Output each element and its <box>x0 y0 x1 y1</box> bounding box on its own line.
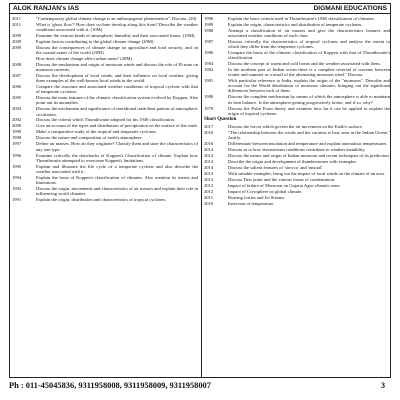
short-question-heading: Short Question <box>204 116 237 122</box>
question-text: Compare the structure and associated weather conditions of tropical cyclone with that of temperate cyclones. <box>36 84 198 95</box>
question-text: Explain the basic criteria used in Thornthwaite's 1948 classification of climates. <box>228 16 375 21</box>
question-text: With particular reference to India, explain the origin of the "monsoon". Describe and account for the World distribution of monsoon climates, bringing out the significant differences between each of them. <box>228 78 390 94</box>
question-year: 2006 <box>12 84 22 90</box>
question-item <box>12 16 198 21</box>
question-item <box>12 129 198 134</box>
question-year: 2010 <box>204 200 214 206</box>
question-item <box>12 39 198 44</box>
short-questions-list <box>204 124 390 206</box>
question-item <box>204 22 390 27</box>
question-text: Discuss the development of local winds, and their influence on local weather, giving three examples of the well-known local winds in the world. <box>36 73 198 84</box>
question-text: Give an account of the types and distribution of precipitation on the surface of the earth. <box>36 123 198 129</box>
question-year: 1996 <box>12 152 22 158</box>
page-footer <box>9 379 391 393</box>
question-year: 2014 <box>204 146 214 152</box>
question-item <box>204 177 390 182</box>
question-year: 2011 <box>12 21 22 27</box>
question-item <box>204 39 390 49</box>
question-text: Examine critically the drawbacks of Koppen's Classification of climate. Explain how Thornthwaite attempted to overcome Koppen's limitations. <box>36 152 198 163</box>
question-year: 1979 <box>204 105 214 111</box>
question-text: Explain factors contributing to the global climate change (20M) <box>36 39 154 45</box>
question-text: How does climate change affect urban areas? (20M) <box>36 56 132 62</box>
question-text: Discuss the salient features of 'sirocco' and 'mistral'. <box>228 164 324 170</box>
header-left-title: ALOK RANJAN's IAS <box>13 5 80 12</box>
question-text: Explain and illustrate the life cycle of a temperate cyclone and also describe the weather associated with it. <box>36 163 198 174</box>
question-text: Make a comparative study of the tropical and temperate cyclones. <box>36 129 157 135</box>
question-year: 1988 <box>204 27 214 33</box>
footer-phone-numbers: Ph : 011-45045836, 9311958008, 9311958009, 9311958007 <box>9 381 211 390</box>
question-item <box>12 73 198 83</box>
question-year: 2013 <box>204 176 214 182</box>
question-year: 1999 <box>12 129 22 135</box>
question-year: 1995 <box>12 163 22 169</box>
question-item <box>12 135 198 140</box>
question-text: Discuss the nature and composition of earth's atmosphere. <box>36 135 143 141</box>
question-year: 2016 <box>204 140 214 146</box>
question-text: Discuss the forces which govern the air movement on the Earth's surface. <box>228 123 363 129</box>
question-year: 1984 <box>204 61 214 67</box>
question-item <box>204 94 390 104</box>
question-year: 2002 <box>12 117 22 123</box>
header-right-title: DIGMANI EDUCATIONS <box>313 5 387 12</box>
question-year: 2009 <box>12 45 22 51</box>
question-item <box>204 124 390 129</box>
question-text: Discuss the criteria which Thornthwaite adopted for his 1948 classification. <box>36 117 175 123</box>
question-year: 2012 <box>204 182 214 188</box>
question-text: Explain the origin, distribution and characteristics of tropical cyclones. <box>36 196 167 202</box>
question-year: 2005 <box>12 95 22 101</box>
question-item <box>12 95 198 105</box>
question-item <box>12 141 198 151</box>
question-year: 1990 <box>204 16 214 21</box>
question-text: Roaring forties and Jet Stream. <box>228 194 286 200</box>
question-item <box>12 56 198 61</box>
question-text: Discuss critically the characteristics of tropical cyclones and analyse the extent to which they differ from the temperate cyclones. <box>228 39 390 50</box>
question-text: Discuss the complete mechanism by means of which the atmosphere is able to maintain its heat balance. Is the atmosphere getting progressively hotter, and if so, why? <box>228 94 390 105</box>
question-item <box>204 153 390 158</box>
question-text: Discuss the mechanism and significance of meridional trade/heat pattern of atmospheric circulation. <box>36 106 198 117</box>
question-year: 2014 <box>204 152 214 158</box>
question-item <box>204 130 390 140</box>
question-item <box>204 165 390 170</box>
question-item <box>204 50 390 60</box>
long-questions-list <box>204 16 390 116</box>
question-year: 1997 <box>12 141 22 147</box>
question-year: 1998 <box>12 135 22 141</box>
question-text: Discuss Dew point and the various forms of condensation. <box>228 176 336 182</box>
question-year: 1992 <box>12 185 22 191</box>
question-item <box>12 117 198 122</box>
question-item <box>204 106 390 116</box>
question-year: 2007 <box>12 73 22 79</box>
question-year: 1980 <box>204 94 214 100</box>
question-item <box>12 123 198 128</box>
question-item <box>204 159 390 164</box>
question-year <box>12 56 36 61</box>
question-year: 1986 <box>204 50 214 56</box>
question-text: With suitable examples, bring out the impact of local winds on the climate of an area. <box>228 170 386 176</box>
question-item <box>12 45 198 55</box>
question-text: Examine the various kinds of atmospheric humidity and their associated forms. (10M) <box>36 33 195 39</box>
page-header <box>10 4 390 14</box>
question-year: 1982 <box>204 67 214 73</box>
question-text: Discuss the concept of warm and cold fronts and the weather associated with them. <box>228 61 381 67</box>
question-item <box>204 147 390 152</box>
question-item <box>204 28 390 38</box>
question-item <box>12 106 198 116</box>
question-year: 2009 <box>12 33 22 39</box>
question-item <box>12 186 198 196</box>
question-year: 2016 <box>204 129 214 135</box>
question-year: 2012 <box>204 188 214 194</box>
question-year: 2000 <box>12 123 22 129</box>
question-text: Differentiate between insolation and temperature and explain anomalous temperatures. <box>228 140 388 146</box>
question-year: 2011 <box>12 16 22 21</box>
question-text: "The relationship between the winds and the currents is best seen in the Indian Ocean." Justify. <box>228 129 390 140</box>
question-text: Discuss as to how downstream conditions contribute to weather instability. <box>228 146 366 152</box>
question-year: 1994 <box>12 174 22 180</box>
question-text: Explain the origin, characteristics and distribution of temperate cyclones. <box>228 21 363 27</box>
question-text: Discuss the mechanism and origin of monsoon winds and discuss the role of El-nino on monsoon currents. <box>36 62 198 73</box>
question-year: 2003 <box>12 106 22 112</box>
question-item <box>12 62 198 72</box>
question-year: 2014 <box>204 164 214 170</box>
question-year: 2017 <box>204 123 214 129</box>
question-item <box>12 164 198 174</box>
question-text: Define air masses. How do they originate? Classify them and state the characteristics of any one type. <box>36 141 198 152</box>
question-item <box>204 78 390 93</box>
question-text: Discuss the nature and origin of Indian monsoon and recent techniques of its prediction. <box>228 152 390 158</box>
question-text: In the northern part of Indian ocean there is a complete reversal of currents between winter and summer as a result of the alternating monsoon wind." Discuss. <box>228 67 390 78</box>
question-item <box>12 153 198 163</box>
question-year: 2013 <box>204 170 214 176</box>
question-text: Inversion of temperature <box>228 200 274 206</box>
question-text: Discuss the Polar Front theory and examine how far it can be applied to explain the origin of tropical cyclones. <box>228 105 390 116</box>
question-text: Discuss the origin, movements and characteristics of air masses and explain their role in influencing world climates. <box>36 185 198 196</box>
question-item <box>204 67 390 77</box>
question-year: 1987 <box>204 39 214 45</box>
question-year: 1989 <box>204 21 214 27</box>
question-text: Explain the basis of Koppen's classification of climates. Also mention its merits and limitations. <box>36 174 198 185</box>
question-text: Compare the basis of the climatic classification of Koppen with that of Thornthwaite's classification. <box>228 50 390 61</box>
question-text: Impact of failure of Monsoon on Gujarat Agro-climatic zone. <box>228 182 341 188</box>
question-item <box>12 33 198 38</box>
question-item <box>12 197 198 202</box>
question-text: What is 'ghost flow'? How does cyclone develop along this front? Describe the weather conditions associated with it. (10M) <box>36 21 198 33</box>
page-frame <box>9 3 391 378</box>
question-year: 2011 <box>204 194 214 200</box>
question-text: Discuss the consequences of climate change on agriculture and food security, and on the coastal zones of the world (20M) <box>36 45 198 56</box>
right-question-column <box>204 16 390 376</box>
question-year: 2014 <box>204 158 214 164</box>
question-text: Describe the origin and development of thunderstorms with examples. <box>228 158 358 164</box>
question-item <box>204 61 390 66</box>
question-item <box>204 195 390 200</box>
question-item <box>12 84 198 94</box>
question-item <box>204 183 390 188</box>
question-year: 2008 <box>12 62 22 68</box>
question-year: 1981 <box>204 78 214 84</box>
left-question-column <box>12 16 198 376</box>
question-item <box>204 189 390 194</box>
question-year: 2009 <box>12 39 22 45</box>
question-text: Discuss the main features of the climatic classification system evolved by Koppen. Also point out its anomalies. <box>36 95 198 106</box>
question-item <box>204 141 390 146</box>
question-text: Impact of Cryosphere on global climate. <box>228 188 303 194</box>
question-year: 1991 <box>12 196 22 202</box>
question-item <box>204 201 390 206</box>
question-text: "Contemporary global climate change is an anthropogenic phenomenon". Discuss. (20) <box>36 16 197 21</box>
question-item <box>204 16 390 21</box>
question-item <box>12 22 198 32</box>
question-item <box>204 171 390 176</box>
question-text: Attempt a classification of air masses and give the characteristics features and associated weather conditions of each class. <box>228 27 390 39</box>
page-number: 3 <box>380 381 385 390</box>
question-item <box>12 175 198 185</box>
column-divider <box>201 14 202 377</box>
